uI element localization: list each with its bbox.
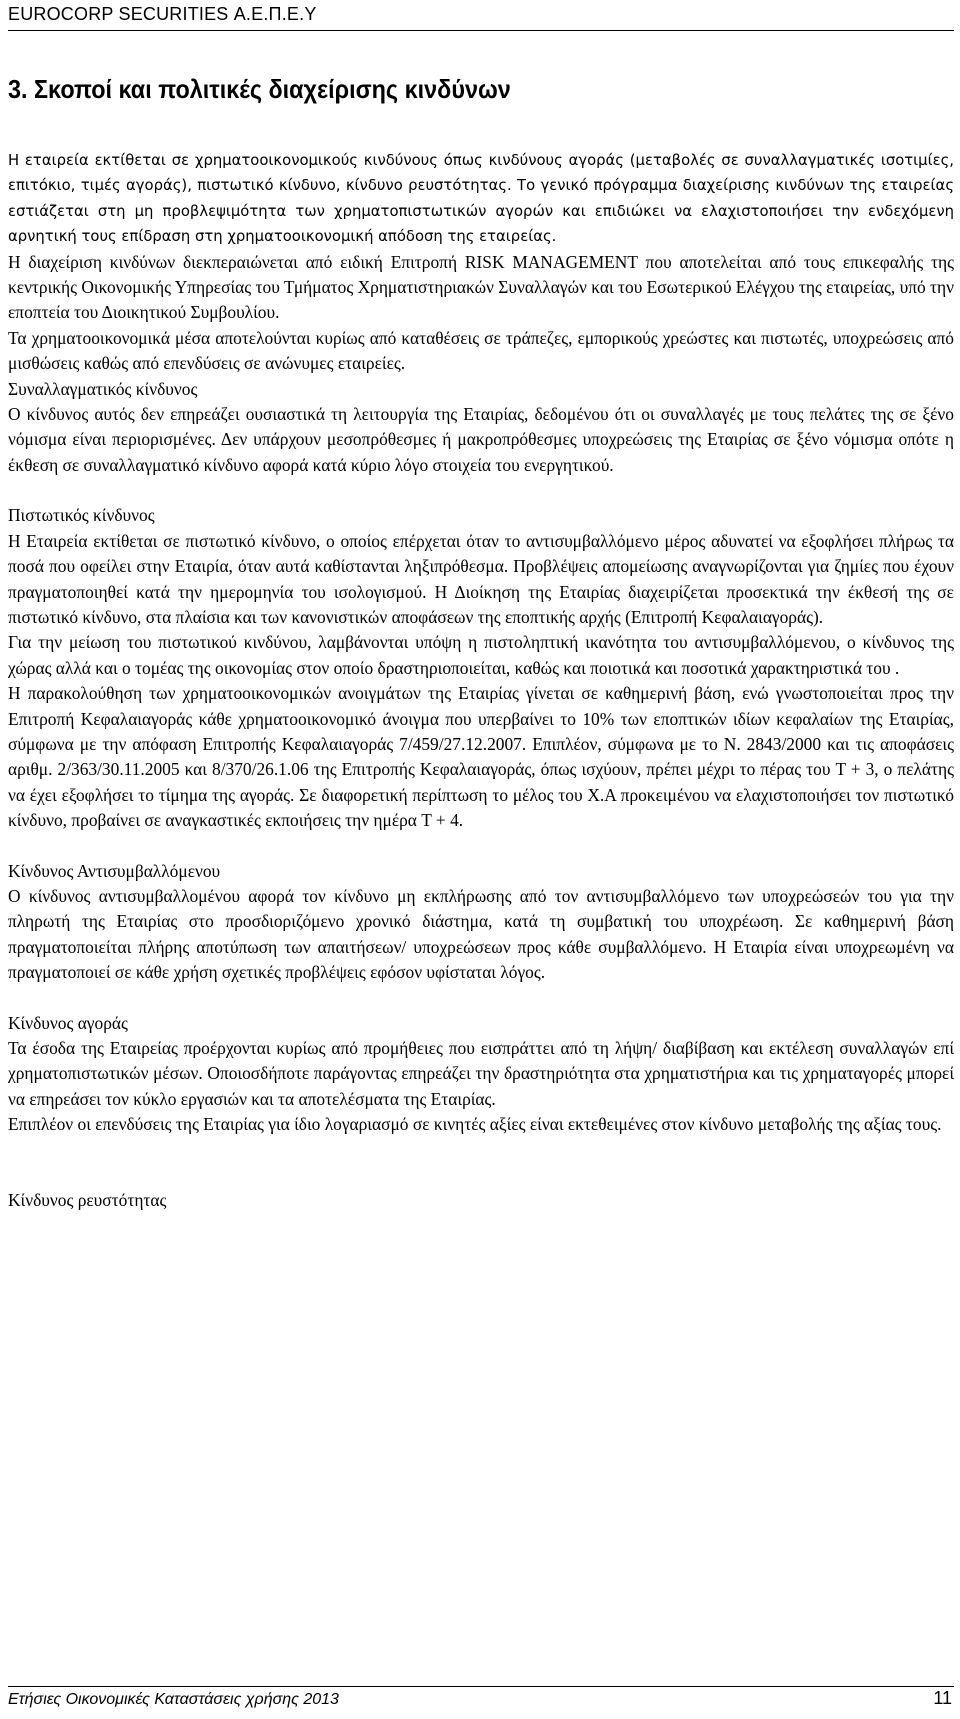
fx-risk-heading: Συναλλαγματικός κίνδυνος <box>8 378 198 399</box>
market-risk-paragraph: Τα έσοδα της Εταιρείας προέρχονται κυρίως από προμήθειες που εισπράττει από τη λήψη/ διαβίβαση και εκτέλεση συναλλαγών επί χρηματοπιστωτικών μέσων. Οποιοσδήποτε παράγοντας επηρεάζει την δραστηριότητα στα χρηματιστήρια και τις χρηματαγορές μπορεί να επηρεάσει τον κύκλο εργασιών και τα αποτελέσματα της Εταιρίας. <box>8 1038 954 1109</box>
header-rule <box>8 30 954 31</box>
credit-risk-paragraph: Η Εταιρεία εκτίθεται σε πιστωτικό κίνδυνο, ο οποίος επέρχεται όταν το αντισυμβαλλόμενο μέρος αδυνατεί να εξοφλήσει πλήρως τα ποσά που οφείλει στην Εταιρία, όταν αυτά καθίστανται ληξιπρόθεσμα. Προβλέψεις απομείωσης αναγνωρίζονται για ζημίες που έχουν πραγματοποιηθεί κατά την ημερομηνία του ισολογισμού. Η Διοίκηση της Εταιρίας διαχειρίζεται προσεκτικά την έκθεσή της σε πιστωτικό κίνδυνο, στα πλαίσια και των κανονιστικών αποφάσεων της εποπτικής αρχής (Επιτροπή Κεφαλαιαγοράς). <box>8 530 954 627</box>
counterparty-risk-paragraph: Ο κίνδυνος αντισυμβαλλομένου αφορά τον κίνδυνο μη εκπλήρωσης από τον αντισυμβαλλόμενο των υποχρεώσεών του για την πληρωτή της Εταιρίας στο προσδιοριζόμενο χρονικό διάστημα, κατά τη συμβατική του υποχρέωση. Σε καθημερινή βάση πραγματοποιείται πλήρης αποτύπωση των απαιτήσεων/ υποχρεώσεων προς κάθε συμβαλλόμενο. Η Εταιρία είναι υποχρεωμένη να πραγματοποιεί σε κάθε χρήση σχετικές προβλέψεις εφόσον υφίσταται λόγος. <box>8 885 954 983</box>
credit-monitoring-paragraph: Η παρακολούθηση των χρηματοοικονομικών ανοιγμάτων της Εταιρίας γίνεται σε καθημερινή βάση, ενώ γνωστοποιείται προς την Επιτροπή Κεφαλαιαγοράς κάθε χρηματοοικονομικό άνοιγμα που υπερβαίνει το 10% των εποπτικών ιδίων κεφαλαίων της Εταιρίας, σύμφωνα με την απόφαση Επιτροπής Κεφαλαιαγοράς 7/459/27.12.2007. Επιπλέον, σύμφωνα με το Ν. 2843/2000 και τις αποφάσεις αριθμ. 2/363/30.11.2005 και 8/370/26.1.06 της Επιτροπής Κεφαλαιαγοράς, όπως ισχύουν, πρέπει μέχρι το πέρας του T + 3, ο πελάτης να έχει εξοφλήσει το τίμημα της αγοράς. Σε διαφορετική περίπτωση το μέλος του Χ.Α προκειμένου να ελαχιστοποιήσει τον πιστωτικό κίνδυνο, προβαίνει σε αναγκαστικές εκποιήσεις την ημέρα T + 4. <box>8 683 954 831</box>
credit-risk-mitigation-paragraph: Για την μείωση του πιστωτικού κινδύνου, λαμβάνονται υπόψη η πιστοληπτική ικανότητα του αντισυμβαλλόμενου, ο κίνδυνος της χώρας αλλά και ο τομέας της οικονομίας στον οποίο δραστηριοποιείται, καθώς και ποιοτικά και ποσοτικά χαρακτηριστικά του . <box>8 632 954 678</box>
company-header: EUROCORP SECURITIES Α.Ε.Π.Ε.Υ <box>8 4 317 24</box>
credit-risk-heading: Πιστωτικός κίνδυνος <box>8 505 155 526</box>
market-risk-heading: Κίνδυνος αγοράς <box>8 1012 128 1033</box>
fx-risk-paragraph: Ο κίνδυνος αυτός δεν επηρεάζει ουσιαστικά τη λειτουργία της Εταιρίας, δεδομένου ότι οι συναλλαγές με τους πελάτες της σε ξένο νόμισμα είναι περιορισμένες. Δεν υπάρχουν μεσοπρόθεσμες ή μακροπρόθεσμες υποχρεώσεις της Εταιρίας σε ξένο νόμισμα οπότε η έκθεση σε συναλλαγματικό κίνδυνο αφορά κατά κύριο λόγο στοιχεία του ενεργητικού. <box>8 404 954 475</box>
spacer <box>8 986 954 1011</box>
intro-paragraph: Η εταιρεία εκτίθεται σε χρηματοοικονομικούς κινδύνους όπως κινδύνους αγοράς (μεταβολές σε συναλλαγματικές ισοτιμίες, επιτόκιο, τιμές αγοράς), πιστωτικό κίνδυνο, κίνδυνο ρευστότητας. Το γενικό πρόγραμμα διαχείρισης κινδύνων της εταιρείας εστιάζεται στη μη προβλεψιμότητα των χρηματοπιστωτικών αγορών και επιδιώκει να ελαχιστοποιήσει την ενδεχόμενη αρνητική τους επίδραση στη χρηματοοικονομική απόδοση της εταιρείας. <box>8 152 954 246</box>
section-title: 3. Σκοποί και πολιτικές διαχείρισης κινδύνων <box>8 74 511 104</box>
spacer <box>8 834 954 859</box>
page-number: 11 <box>933 1688 952 1708</box>
financial-instruments-paragraph: Τα χρηματοοικονομικά μέσα αποτελούνται κυρίως από καταθέσεις σε τράπεζες, εμπορικούς χρεώστες και πιστωτές, υποχρεώσεις από μισθώσεις καθώς από επενδύσεις σε ανώνυμες εταιρείες. <box>8 327 954 374</box>
risk-management-paragraph: Η διαχείριση κινδύνων διεκπεραιώνεται από ειδική Επιτροπή RISK MANAGEMENT που αποτελείται από τους επικεφαλής της κεντρικής Οικονομικής Υπηρεσίας του Τμήματος Χρηματιστηριακών Συναλλαγών και του Εσωτερικού Ελέγχου της εταιρείας, υπό την εποπτεία του Διοικητικού Συμβουλίου. <box>8 251 954 323</box>
counterparty-risk-heading: Κίνδυνος Αντισυμβαλλόμενου <box>8 860 221 881</box>
spacer <box>8 1138 954 1188</box>
spacer <box>8 478 954 503</box>
market-risk-investments-paragraph: Επιπλέον οι επενδύσεις της Εταιρίας για ίδιο λογαριασμό σε κινητές αξίες είναι εκτεθειμένες στον κίνδυνο μεταβολής της αξίας τους. <box>8 1114 942 1135</box>
footer-document-title: Ετήσιες Οικονομικές Καταστάσεις χρήσης 2013 <box>8 1691 339 1708</box>
document-body <box>8 148 954 1213</box>
footer-rule <box>8 1686 954 1687</box>
liquidity-risk-heading: Κίνδυνος ρευστότητας <box>8 1189 167 1210</box>
